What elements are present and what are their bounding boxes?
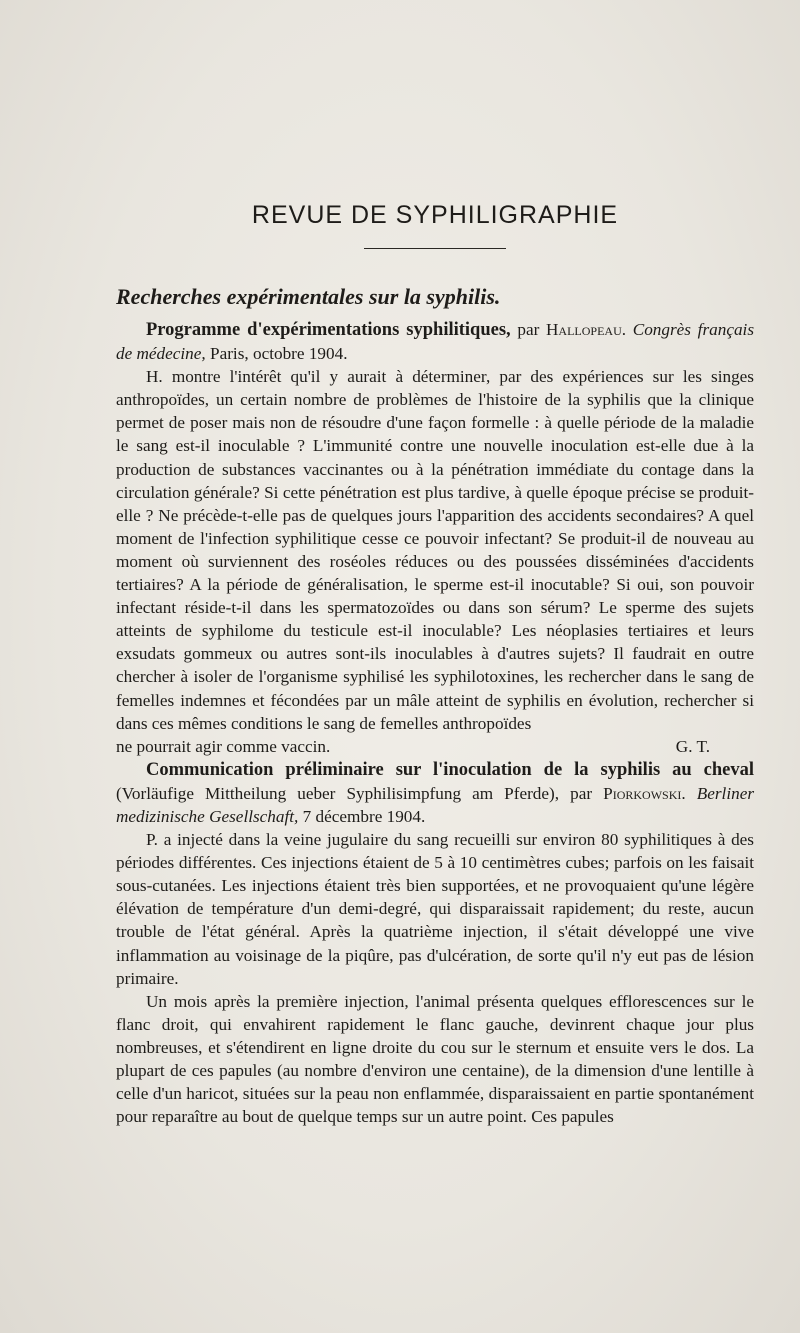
- article-1-last-line: ne pourrait agir comme vaccin.: [116, 736, 331, 756]
- article-1-body: H. montre l'intérêt qu'il y aurait à déterminer, par des expériences sur les singes anthropoïdes, un certain nombre de problèmes de l'histoire de la syphilis que la clinique permet de poser mais non de résoudre d'une façon formelle : à quelle période de la maladie le sang est-il inoculable ? L'immunité contre une nouvelle inoculation est-elle due à la production de substances vaccinantes ou à la pénétration immédiate du contage dans la circulation générale? Si cette pénétration est plus tardive, à quelle époque précise se produit-elle ? Ne précède-t-elle pas de quelques jours l'apparition des accidents secondaires? A quel moment de l'infection syphilitique cesse ce pouvoir infectant? Se produit-il de nouveau au moment où surviennent des roséoles réduces ou des poussées disséminées d'accidents tertiaires? A la période de généralisation, le sperme est-il inocutable? Si oui, son pouvoir infectant réside-t-il dans les spermatozoïdes ou dans son sérum? Le sperme des sujets atteints de syphilome du testicule est-il inoculable? Les néoplasies tertiaires et leurs exsudats gommeux ou autres sont-ils inoculables à d'autres sujets? Il faudrait en outre chercher à isoler de l'organisme syphilisé les syphilotoxines, les rechercher dans le sang de femelles indemnes et fécondées par un mâle atteint de syphilis en évolution, rechercher si dans ces mêmes conditions le sang de femelles anthropoïdes: [116, 367, 754, 733]
- article-2-date: 7 décembre 1904.: [302, 806, 426, 826]
- journal-title: REVUE DE SYPHILIGRAPHIE: [251, 201, 619, 229]
- article-1-header: [116, 318, 754, 365]
- article-1-title: Programme d'expérimentations syphilitiques,: [146, 320, 511, 340]
- article-2-author: Piorkowski.: [603, 783, 686, 803]
- article-1-source: Congrès français de médecine,: [116, 320, 755, 364]
- article-2-paragraph-2: Un mois après la première injection, l'animal présenta quelques efflorescences sur le flanc droit, qui envahirent rapidement le flanc gauche, devinrent chaque jour plus nombreuses, et s'étendirent en ligne droite du cou sur le sternum et ensuite vers le dos. La plupart de ces papules (au nombre d'environ une centaine), de la dimension d'une lentille à celle d'un haricot, situées sur la peau non enflammée, disparaissaient en partie spontanément pour reparaître au bout de quelque temps sur un autre point. Ces papules: [116, 991, 754, 1127]
- article-1-closing: [116, 735, 754, 758]
- article-1-by: par: [517, 320, 540, 339]
- article-2-paragraph-1: P. a injecté dans la veine jugulaire du sang recueilli sur environ 80 syphilitiques à des périodes différentes. Ces injections étaient de 5 à 10 centimètres cubes; parfois on les faisait sous-cutanées. Les injections étaient très bien supportées, et ne provoquaient qu'une légère élévation de température d'un demi-degré, qui disparaissait rapidement; du reste, aucun trouble de l'état général. Après la quatrième injection, il s'était développé une vive inflammation au voisinage de la piqûre, pas d'ulcération, de sorte qu'il n'y eut pas de lésion primaire.: [116, 830, 754, 988]
- article-1-author: Hallopeau.: [546, 320, 627, 339]
- article-1-signature: G. T.: [675, 736, 710, 756]
- section-heading: Recherches expérimentales sur la syphilis.: [116, 284, 501, 309]
- article-2-header: [116, 758, 754, 828]
- article-2-subtitle: (Vorläufige Mittheilung ueber Syphilisimpfung am Pferde),: [116, 783, 560, 803]
- article-1-date: Paris, octobre 1904.: [210, 344, 348, 364]
- article-2-source: Berliner medizinische Gesellschaft,: [116, 783, 755, 826]
- article-2-title: Communication préliminaire sur l'inoculation de la syphilis au cheval: [146, 759, 754, 780]
- article-2-by: par: [570, 783, 593, 803]
- title-divider: [364, 248, 506, 249]
- body-text: [116, 318, 754, 1128]
